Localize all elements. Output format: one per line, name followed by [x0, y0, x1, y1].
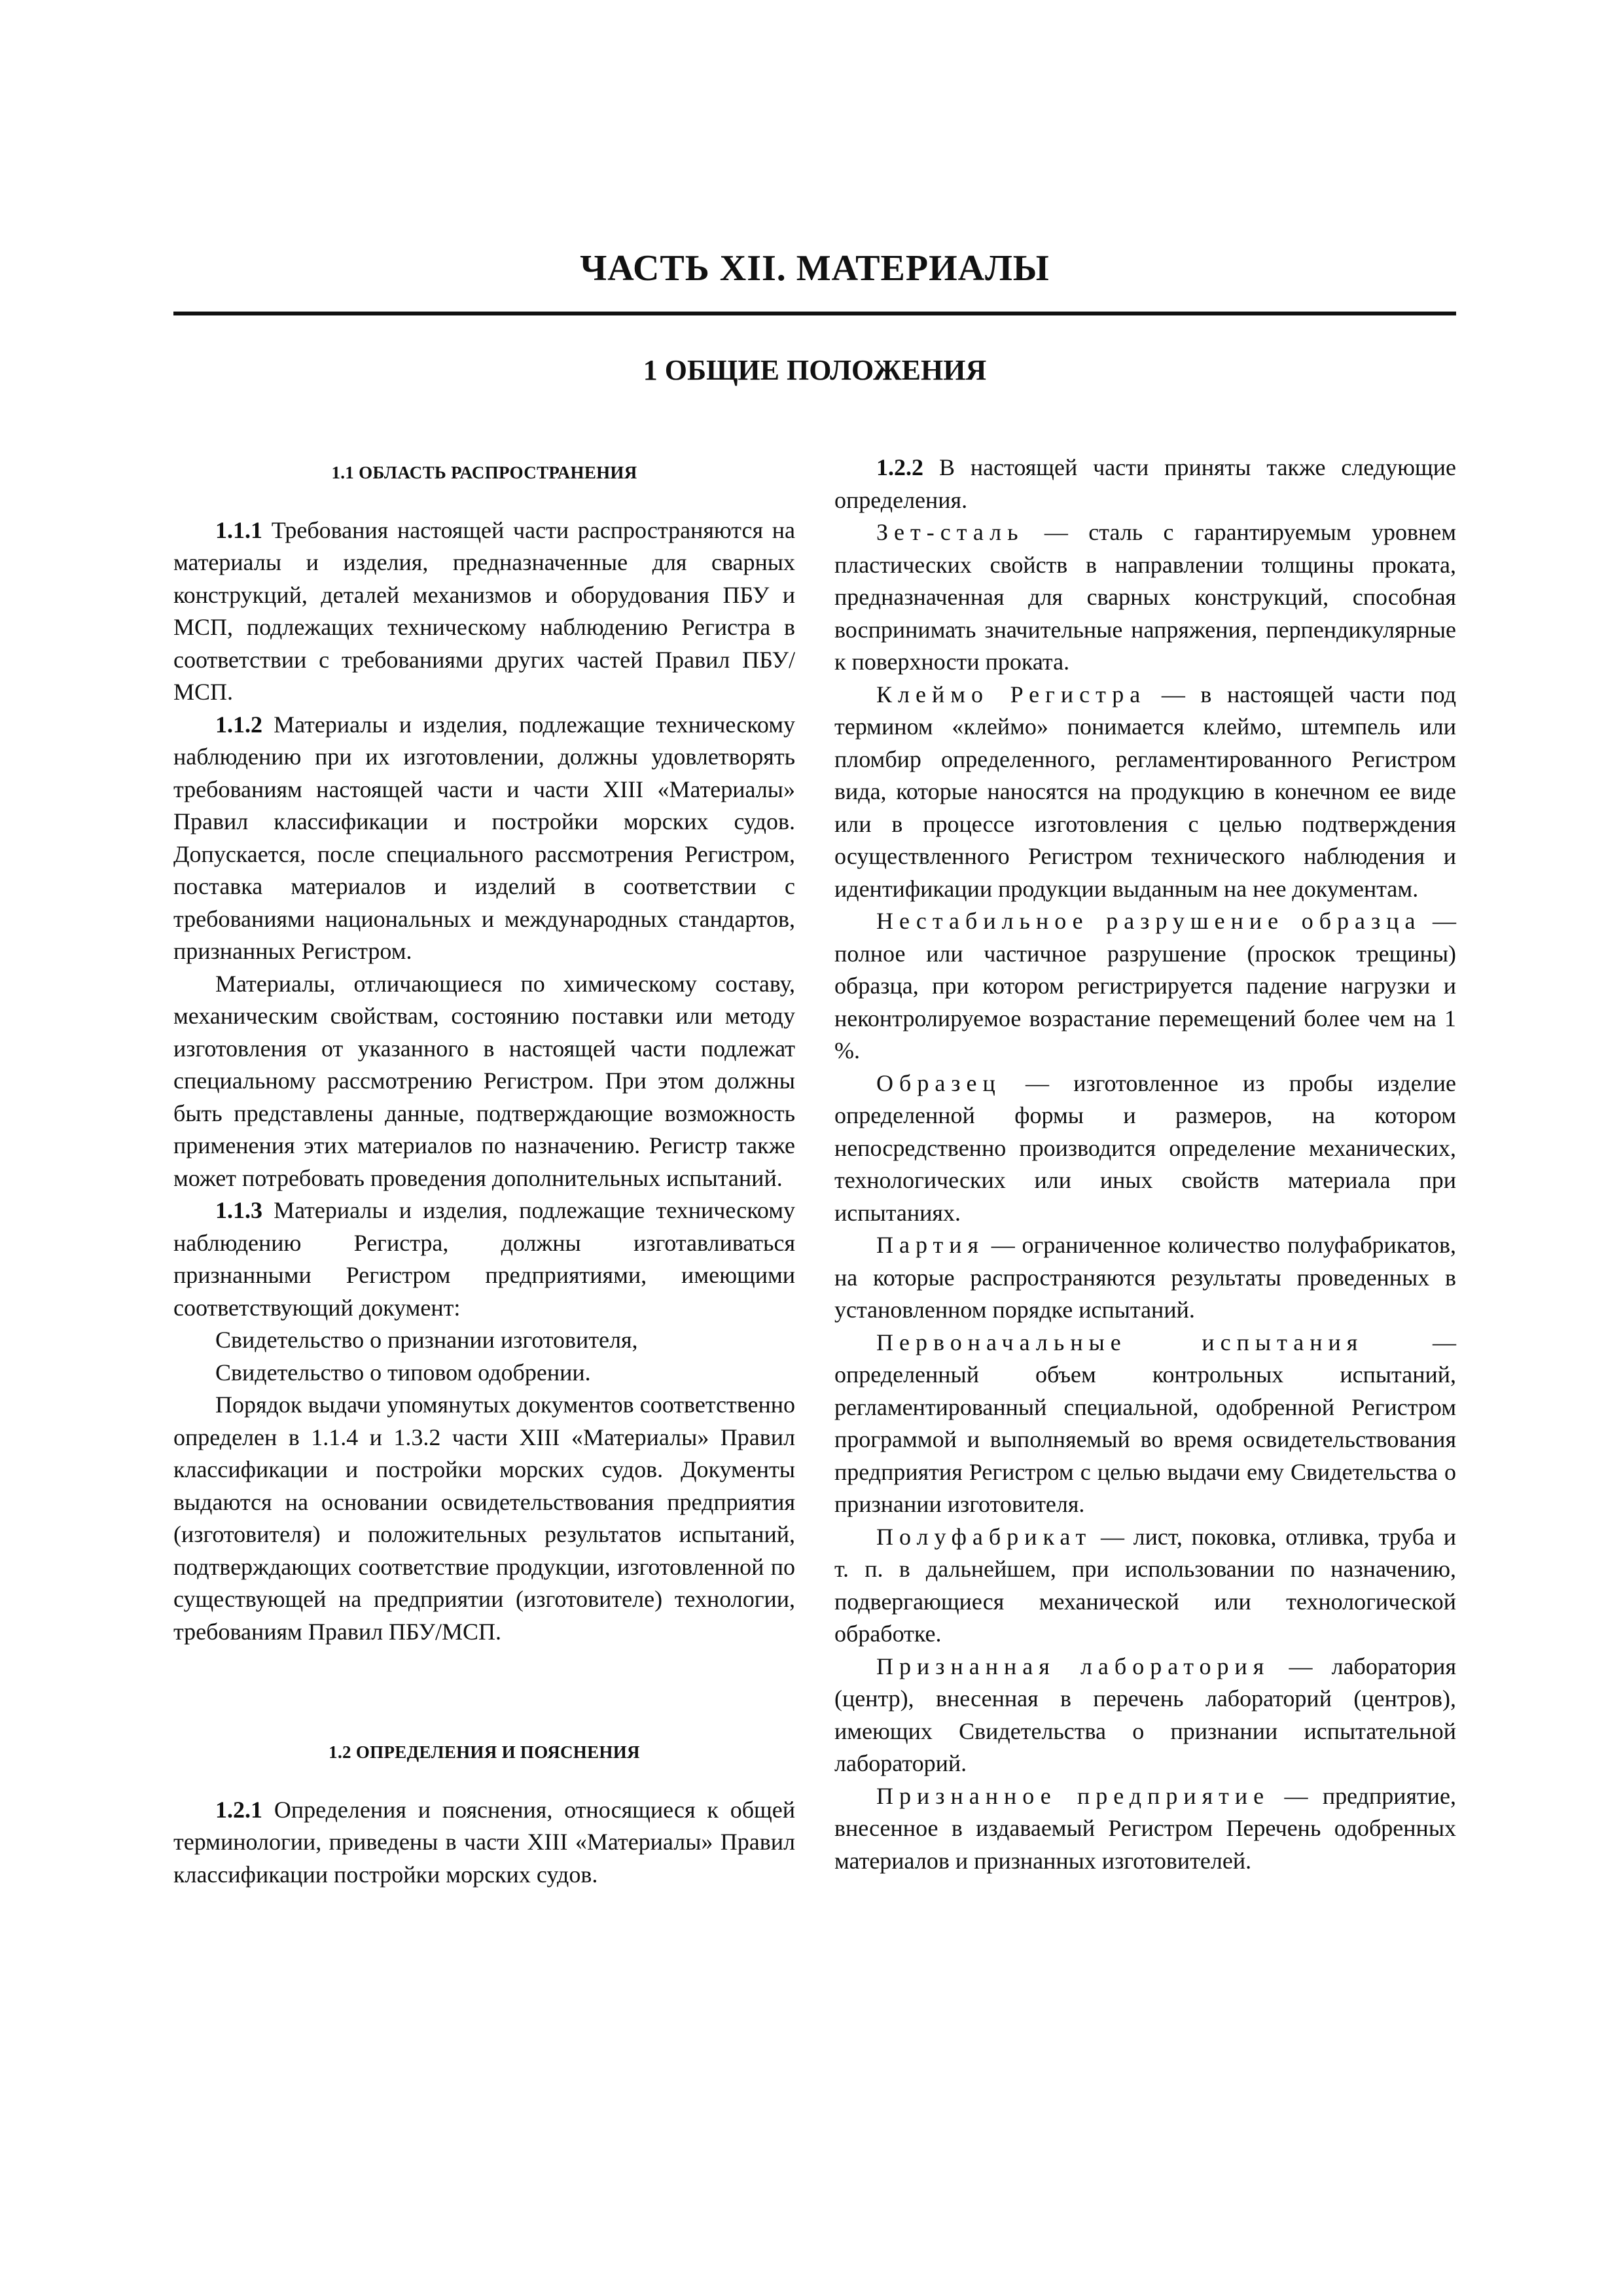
- definition-semi-product: [834, 1521, 1456, 1651]
- definition-text: — в настоящей части под термином «клеймо» понимается клеймо, штемпель или пломбир определенного, регламентированного Регистром вида, которые наносятся на продукцию в конечном ее виде или в процессе изготовления с целью подтверждения осуществленного Регистром технического наблюдения и идентификации продукции выданным на нее документам.: [834, 681, 1457, 902]
- part-title: ЧАСТЬ XII. МАТЕРИАЛЫ: [580, 248, 1050, 289]
- definition-term: Признанное предприятие: [876, 1782, 1270, 1809]
- definition-text: — предприятие, внесенное в издаваемый Регистром Перечень одобренных материалов и признанных изготовителей.: [834, 1782, 1456, 1874]
- clause-number: 1.2.1: [215, 1796, 262, 1823]
- clause-number: 1.1.1: [215, 516, 262, 543]
- clause-number: 1.2.2: [876, 454, 923, 480]
- clause-number: 1.1.3: [215, 1197, 262, 1223]
- paragraph-1-1-3: [173, 1194, 795, 1324]
- definition-text: — ограниченное количество полуфабрикатов, на которые распространяются результаты проведенных в установленном порядке испытаний.: [834, 1232, 1456, 1323]
- paragraph-1-1-2-cont: Материалы, отличающиеся по химическому составу, механическим свойствам, состоянию поставки или методу изготовления от указанного в настоящей части подлежат специальному рассмотрению Регистром. При этом должны быть представлены данные, подтверждающие возможность применения этих материалов по назначению. Регистр также может потребовать проведения дополнительных испытаний.: [173, 970, 795, 1191]
- definition-initial-tests: [834, 1327, 1456, 1521]
- paragraph-text: В настоящей части приняты также следующие определения.: [834, 454, 1456, 513]
- paragraph-1-1-1: [173, 514, 795, 709]
- definition-text: — лаборатория (центр), внесенная в перечень лабораторий (центров), имеющих Свидетельства о признании испытательной лабораторий.: [834, 1653, 1456, 1776]
- definition-term: Нестабильное разрушение образца: [876, 908, 1421, 934]
- section-title: 1 ОБЩИЕ ПОЛОЖЕНИЯ: [643, 354, 987, 386]
- title-rule: [173, 312, 1456, 315]
- definition-term: Признанная лаборатория: [876, 1653, 1270, 1679]
- paragraph-1-2-1: [173, 1794, 795, 1892]
- definition-specimen: [834, 1067, 1456, 1230]
- definition-term: Клеймо Регистра: [876, 681, 1147, 708]
- definition-register-stamp: [834, 679, 1456, 906]
- definition-unstable-fracture: [834, 905, 1456, 1067]
- list-item: Свидетельство о признании изготовителя,: [215, 1327, 638, 1353]
- paragraph-1-1-3-cont: Порядок выдачи упомянутых документов соответственно определен в 1.1.4 и 1.3.2 части XIII «Материалы» Правил классификации и постройки морских судов. Документы выдаются на основании освидетельствования предприятия (изготовителя) и положительных результатов испытаний, подтверждающих соответствие продукции, изготовленной по существующей на предприятии (изготовителе) технологии, требованиям Правил ПБУ/МСП.: [173, 1391, 795, 1645]
- paragraph-1-2-2: [834, 452, 1456, 516]
- definition-term: Зет-сталь: [876, 519, 1024, 545]
- definition-text: — лист, поковка, отливка, труба и т. п. в дальнейшем, при использовании по назначению, подвергающиеся механической или технологической обработке.: [834, 1523, 1456, 1647]
- paragraph-text: Требования настоящей части распространяются на материалы и изделия, предназначенные для сварных конструкций, деталей механизмов и оборудования ПБУ и МСП, подлежащих техническому наблюдению Регистра в соответствии с требованиями других частей Правил ПБУ/МСП.: [173, 516, 795, 705]
- definition-text: — определенный объем контрольных испытаний, регламентированный специальной, одобренной Регистром программой и выполняемый во время освидетельствования предприятия Регистром с целью выдачи ему Свидетельства о признании изготовителя.: [834, 1329, 1456, 1517]
- right-column: [834, 452, 1456, 1877]
- paragraph-1-1-2: [173, 709, 795, 968]
- definition-text: — полное или частичное разрушение (проскок трещины) образца, при котором регистрируется падение нагрузки и неконтролируемое возрастание перемещений более чем на 1 %.: [834, 908, 1457, 1064]
- subsection-heading-1-1: 1.1 ОБЛАСТЬ РАСПРОСТРАНЕНИЯ: [331, 463, 637, 482]
- definition-z-steel: [834, 516, 1456, 679]
- definition-text: — изготовленное из пробы изделие определенной формы и размеров, на котором непосредственно производится определение механических, технологических или иных свойств материала при испытаниях.: [834, 1069, 1456, 1226]
- definition-text: — сталь с гарантируемым уровнем пластических свойств в направлении толщины проката, предназначенная для сварных конструкций, способная воспринимать значительные напряжения, перпендикулярные к поверхности проката.: [834, 519, 1456, 675]
- definition-term: Полуфабрикат: [876, 1523, 1092, 1550]
- definition-term: Первоначальные испытания: [876, 1329, 1364, 1355]
- definition-term: Партия: [876, 1232, 985, 1258]
- definition-term: Образец: [876, 1069, 1001, 1096]
- subsection-heading-1-2: 1.2 ОПРЕДЕЛЕНИЯ И ПОЯСНЕНИЯ: [329, 1742, 640, 1762]
- list-item: Свидетельство о типовом одобрении.: [215, 1359, 591, 1386]
- definition-recognized-enterprise: [834, 1780, 1456, 1878]
- paragraph-text: Определения и пояснения, относящиеся к общей терминологии, приведены в части XIII «Материалы» Правил классификации постройки морских судов.: [173, 1796, 795, 1888]
- paragraph-text: Материалы и изделия, подлежащие техническому наблюдению при их изготовлении, должны удовлетворять требованиям настоящей части и части XIII «Материалы» Правил классификации и постройки морских судов. Допускается, после специального рассмотрения Регистром, поставка материалов и изделий в соответствии с требованиями национальных и международных стандартов, признанных Регистром.: [173, 711, 795, 964]
- paragraph-text: Материалы и изделия, подлежащие техническому наблюдению Регистра, должны изготавливаться признанными Регистром предприятиями, имеющими соответствующий документ:: [173, 1197, 795, 1321]
- definition-recognized-laboratory: [834, 1651, 1456, 1780]
- left-column: [173, 452, 795, 1891]
- definition-batch: [834, 1229, 1456, 1327]
- clause-number: 1.1.2: [215, 711, 262, 738]
